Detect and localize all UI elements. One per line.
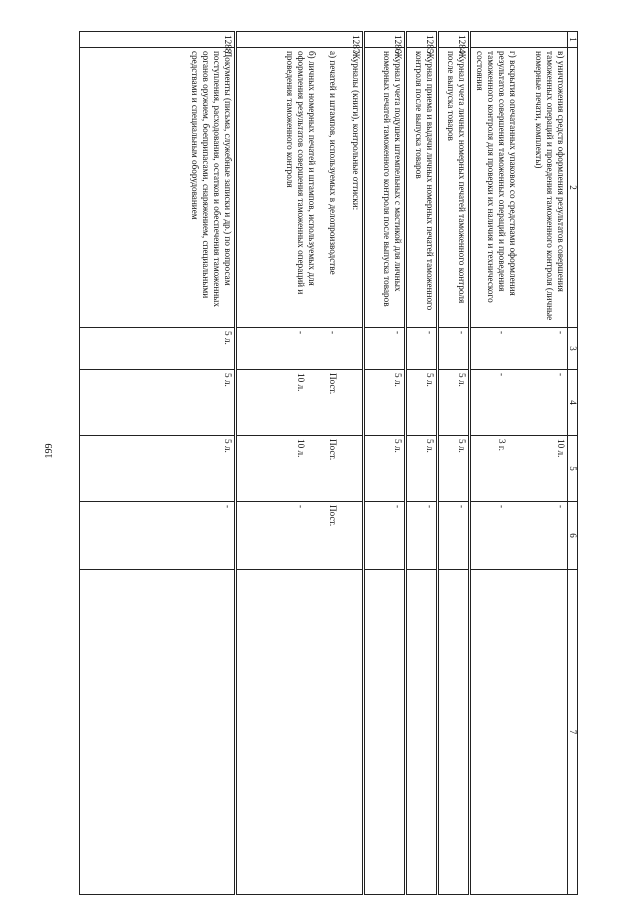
col6-cell: -	[80, 502, 236, 570]
col5-cell: 5 л.	[438, 436, 470, 502]
col-header-3: 3	[568, 328, 578, 370]
col3-cell: -	[406, 328, 438, 370]
row-number: 1288	[80, 32, 236, 48]
col-header-5: 5	[568, 436, 578, 502]
col7-cell	[236, 570, 364, 895]
description-cell	[470, 48, 568, 328]
item-text: б) личных номерных печатей и штампов, используемых для оформления результатов совершения таможенных операций и проведения таможенного контроля	[285, 51, 317, 295]
item-text: а) печатей и штампов, используемых в делопроизводстве	[328, 51, 338, 275]
table-row	[438, 32, 470, 895]
col3-cell: - -	[236, 328, 364, 370]
col4-cell: 5 л.	[364, 370, 406, 436]
rotated-table-wrapper	[79, 31, 578, 894]
col-header-1: 1	[568, 32, 578, 48]
col6-cell: Пост. -	[236, 502, 364, 570]
description-cell: Журнал приема и выдачи личных номерных печатей таможенного контроля после выпуска товаров	[406, 48, 438, 328]
col5-cell: 10 л. 3 г.	[470, 436, 568, 502]
table-row	[364, 32, 406, 895]
description-cell: Журнал учета подушек штемпельных с мастикой для личных номерных печатей таможенного контроля после выпуска товаров	[364, 48, 406, 328]
col6-cell: -	[406, 502, 438, 570]
col7-cell	[80, 570, 236, 895]
col6-cell: - -	[470, 502, 568, 570]
col4-cell: 5 л.	[438, 370, 470, 436]
col-header-4: 4	[568, 370, 578, 436]
col4-cell: Пост. 10 л.	[236, 370, 364, 436]
item-text: в) уничтожения средств оформления результатов совершения таможенных операций и проведения таможенного контроля (личные номерные печати, комплекты)	[534, 51, 566, 321]
description-cell: Журнал учета личных номерных печатей таможенного контроля после выпуска товаров	[438, 48, 470, 328]
col-header-2: 2	[568, 48, 578, 328]
row-number: 1286	[364, 32, 406, 48]
col7-cell	[406, 570, 438, 895]
col5-cell: Пост. 10 л.	[236, 436, 364, 502]
table-row	[80, 32, 236, 895]
row-number: 1287	[236, 32, 364, 48]
col5-cell: 5 л.	[406, 436, 438, 502]
row-number: 1284	[438, 32, 470, 48]
col-header-6: 6	[568, 502, 578, 570]
col3-cell: - -	[470, 328, 568, 370]
item-text: Журналы (книги), контрольные оттиски:	[351, 51, 361, 211]
col6-cell: -	[438, 502, 470, 570]
col3-cell: -	[438, 328, 470, 370]
col4-cell: 5 л.	[80, 370, 236, 436]
description-cell: Документы (письма, служебные записки и др.) по вопросам поступления, расходования, остатков и обеспечения таможенных органов оружием, боеприпасами, снаряжением, специальными средствами и специальным оборудованием	[80, 48, 236, 328]
header-row	[568, 32, 578, 895]
col-header-7: 7	[568, 570, 578, 895]
col7-cell	[364, 570, 406, 895]
page-number: 199	[44, 443, 55, 459]
col3-cell: -	[364, 328, 406, 370]
row-number: 1285	[406, 32, 438, 48]
table-row	[236, 32, 364, 895]
col5-cell: 5 л.	[364, 436, 406, 502]
col3-cell: 5 л.	[80, 328, 236, 370]
col7-cell	[470, 570, 568, 895]
table-row	[406, 32, 438, 895]
item-text: г) вскрытия опечатанных упаковок со средствами оформления результатов совершения таможенных операций и проведения таможенного контроля для проверки их наличия и технического состояния	[475, 51, 518, 303]
table-row	[470, 32, 568, 895]
description-cell	[236, 48, 364, 328]
records-table	[79, 31, 578, 895]
col4-cell: - -	[470, 370, 568, 436]
col5-cell: 5 л.	[80, 436, 236, 502]
row-number	[470, 32, 568, 48]
col4-cell: 5 л.	[406, 370, 438, 436]
col6-cell: -	[364, 502, 406, 570]
col7-cell	[438, 570, 470, 895]
